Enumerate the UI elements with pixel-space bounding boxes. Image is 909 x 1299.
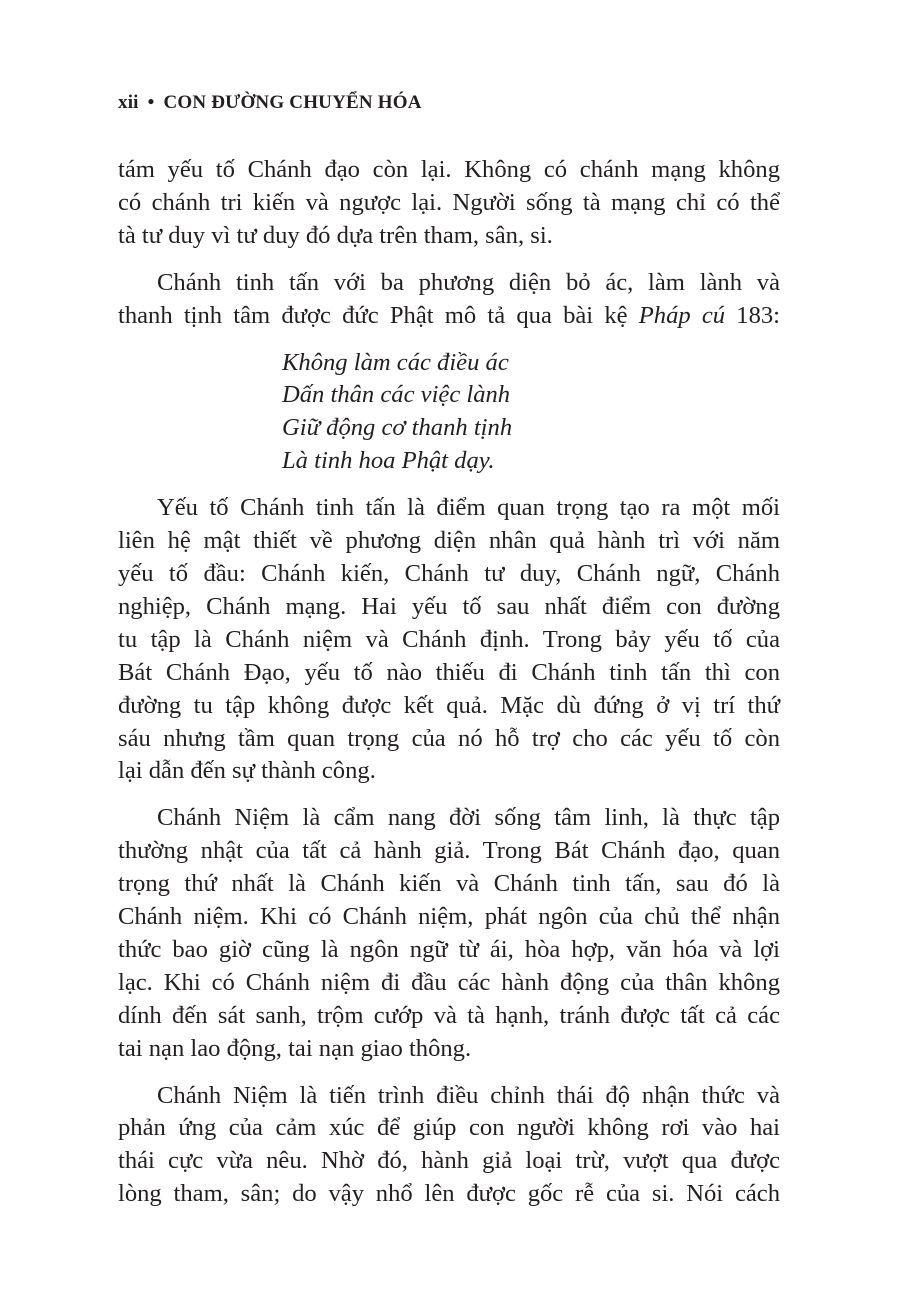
paragraph-5 (118, 1080, 780, 1212)
text-line: thường nhật của tất cả hành giả. Trong Bát Chánh đạo, quan (118, 837, 780, 865)
scripture-title: Pháp cú (638, 301, 726, 329)
text-line: tu tập là Chánh niệm và Chánh định. Trong bảy yếu tố của (118, 625, 780, 653)
verse-line: Dấn thân các việc lành (282, 381, 511, 409)
text-line: lạc. Khi có Chánh niệm đi đầu các hành động của thân không (118, 968, 780, 996)
text-line: tám yếu tố Chánh đạo còn lại. Không có chánh mạng không (118, 156, 780, 183)
verse-line: Là tinh hoa Phật dạy. (282, 447, 495, 475)
verse-block (282, 347, 780, 479)
text-line: thái cực vừa nêu. Nhờ đó, hành giả loại trừ, vượt qua được (118, 1147, 780, 1175)
text-line: sáu nhưng tầm quan trọng của nó hỗ trợ cho các yếu tố còn (118, 724, 780, 752)
text-run: thanh tịnh tâm được đức Phật mô tả qua bài kệ (118, 301, 639, 329)
text-line: nghiệp, Chánh mạng. Hai yếu tố sau nhất điểm con đường (118, 592, 780, 620)
book-title: CON ĐƯỜNG CHUYỂN HÓA (163, 92, 422, 113)
text-line: đường tu tập không được kết quả. Mặc dù đứng ở vị trí thứ (118, 691, 780, 719)
text-line: có chánh tri kiến và ngược lại. Người sống tà mạng chỉ có thể (118, 188, 780, 216)
paragraph-1 (118, 154, 780, 253)
text-line: lại dẫn đến sự thành công. (118, 757, 376, 785)
paragraph-3 (118, 492, 780, 788)
text-line: Bát Chánh Đạo, yếu tố nào thiếu đi Chánh tinh tấn thì con (118, 658, 780, 686)
running-header (118, 92, 422, 114)
text-line: yếu tố đầu: Chánh kiến, Chánh tư duy, Chánh ngữ, Chánh (118, 559, 780, 587)
text-line: Chánh tinh tấn với ba phương diện bỏ ác, làm lành và (157, 268, 780, 296)
text-line: Yếu tố Chánh tinh tấn là điểm quan trọng tạo ra một mối (157, 494, 780, 522)
text-line: phản ứng của cảm xúc để giúp con người không rơi vào hai (118, 1114, 780, 1142)
text-line: trọng thứ nhất là Chánh kiến và Chánh tinh tấn, sau đó là (118, 870, 780, 898)
text-run: 183: (725, 301, 781, 329)
header-separator: • (147, 92, 155, 113)
paragraph-4 (118, 802, 780, 1065)
text-line: tai nạn lao động, tai nạn giao thông. (118, 1034, 472, 1062)
paragraph-2 (118, 267, 780, 333)
text-line: lòng tham, sân; do vậy nhổ lên được gốc rễ của si. Nói cách (118, 1180, 780, 1208)
page-number: xii (118, 92, 139, 113)
text-line: thức bao giờ cũng là ngôn ngữ từ ái, hòa hợp, văn hóa và lợi (118, 935, 780, 963)
verse-line: Giữ động cơ thanh tịnh (282, 414, 513, 442)
text-line: Chánh niệm. Khi có Chánh niệm, phát ngôn của chủ thể nhận (118, 903, 780, 931)
text-line: Chánh Niệm là cẩm nang đời sống tâm linh, là thực tập (157, 804, 780, 832)
body-text (118, 154, 780, 1211)
text-line: dính đến sát sanh, trộm cướp và tà hạnh, tránh được tất cả các (118, 1001, 780, 1029)
text-line (118, 300, 780, 333)
text-line: liên hệ mật thiết về phương diện nhân quả hành trì với năm (118, 527, 780, 555)
text-line: tà tư duy vì tư duy đó dựa trên tham, sân, si. (118, 221, 553, 249)
verse-line: Không làm các điều ác (282, 348, 509, 376)
text-line: Chánh Niệm là tiến trình điều chỉnh thái độ nhận thức và (157, 1081, 780, 1109)
